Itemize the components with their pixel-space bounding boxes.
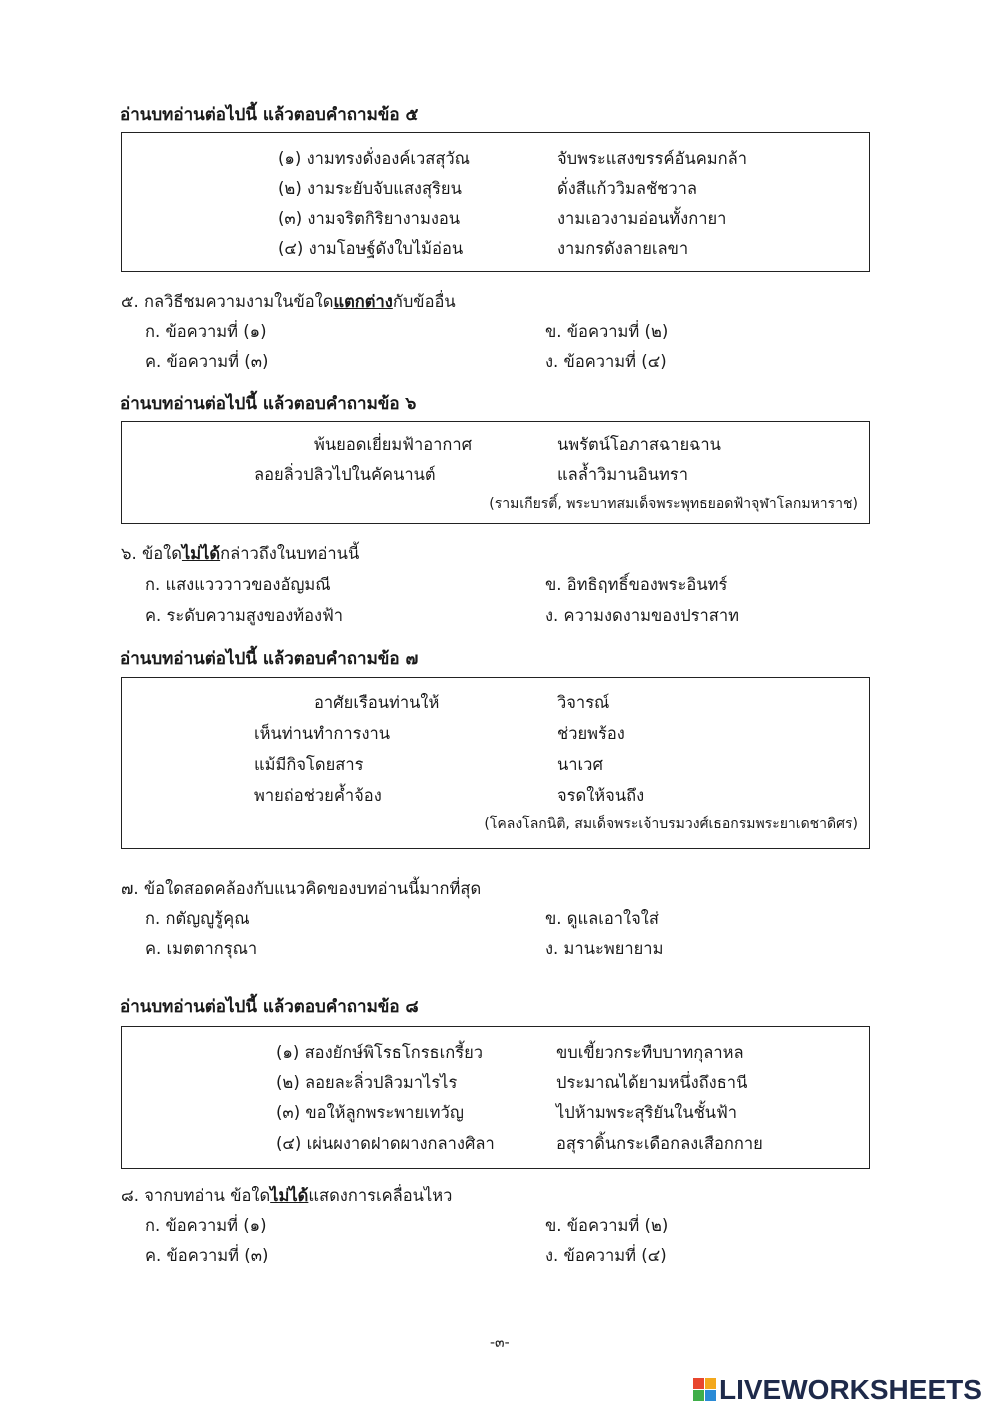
- passage-line-right: จับพระแสงขรรค์อันคมกล้า: [557, 149, 748, 168]
- passage-line-left: (๔) เผ่นผงาดฝาดผางกลางศิลา: [276, 1134, 495, 1153]
- passage-line-left: พายถ่อช่วยค้ำจ้อง: [254, 786, 382, 805]
- question-text: กลวิธีชมความงามในข้อใด: [143, 292, 334, 311]
- question-text: จากบทอ่าน ข้อใด: [144, 1186, 271, 1205]
- option-d[interactable]: ง. ข้อความที่ (๔): [545, 1246, 667, 1265]
- passage-line-right: นาเวศ: [557, 755, 603, 774]
- logo-square-2: [705, 1378, 716, 1389]
- passage-line-right: จรดให้จนถึง: [557, 786, 645, 805]
- section-heading-5: อ่านบทอ่านต่อไปนี้ แล้วตอบคำถามข้อ ๕: [120, 105, 419, 125]
- question-text: ข้อใด: [141, 544, 182, 563]
- question-number: ๘.: [121, 1186, 139, 1205]
- option-b[interactable]: ข. ดูแลเอาใจใส่: [545, 909, 659, 928]
- option-b[interactable]: ข. ข้อความที่ (๒): [545, 1216, 669, 1235]
- option-c[interactable]: ค. ข้อความที่ (๓): [145, 1246, 269, 1265]
- passage-line-left: (๒) ลอยละลิ่วปลิวมาไรไร: [276, 1073, 458, 1092]
- question-number: ๖.: [121, 544, 137, 563]
- option-a[interactable]: ก. แสงแวววาวของอัญมณี: [145, 575, 331, 594]
- option-a[interactable]: ก. ข้อความที่ (๑): [145, 1216, 267, 1235]
- section-heading-8: อ่านบทอ่านต่อไปนี้ แล้วตอบคำถามข้อ ๘: [120, 997, 419, 1017]
- logo-square-1: [693, 1378, 704, 1389]
- liveworksheets-logo[interactable]: LIVEWORKSHEETS: [719, 1374, 982, 1405]
- option-d[interactable]: ง. ข้อความที่ (๔): [545, 352, 667, 371]
- passage-box-5: [121, 132, 870, 272]
- question-6: [121, 541, 359, 567]
- logo-square-4: [705, 1390, 716, 1401]
- option-a[interactable]: ก. กตัญญูรู้คุณ: [145, 909, 250, 928]
- passage-line-left: (๔) งามโอษฐ์ดังใบไม้อ่อน: [278, 239, 464, 258]
- option-c[interactable]: ค. เมตตากรุณา: [145, 939, 258, 958]
- passage-line-left: แม้มีกิจโดยสาร: [254, 755, 364, 774]
- passage-line-right: ช่วยพร้อง: [557, 724, 625, 743]
- section-heading-6: อ่านบทอ่านต่อไปนี้ แล้วตอบคำถามข้อ ๖: [120, 394, 417, 414]
- option-a[interactable]: ก. ข้อความที่ (๑): [145, 322, 267, 341]
- question-emphasis: ไม่ได้: [181, 544, 221, 563]
- passage-line-right: ประมาณได้ยามหนึ่งถึงธานี: [556, 1073, 748, 1092]
- passage-line-left: (๑) สองยักษ์พิโรธโกรธเกรี้ยว: [276, 1043, 484, 1062]
- passage-source: (โคลงโลกนิติ, สมเด็จพระเจ้าบรมวงศ์เธอกรมพระยาเดชาดิศร): [484, 816, 858, 832]
- passage-line-left: เห็นท่านทำการงาน: [254, 724, 391, 743]
- question-text-end: กับข้ออื่น: [392, 292, 456, 311]
- question-5: [121, 289, 456, 315]
- passage-line-right: แลล้ำวิมานอินทรา: [557, 465, 689, 484]
- passage-line-right: อสุราดิ้นกระเดือกลงเสือกกาย: [556, 1134, 763, 1153]
- question-emphasis: แตกต่าง: [333, 292, 393, 311]
- question-emphasis: ไม่ได้: [270, 1186, 309, 1205]
- question-text-end: แสดงการเคลื่อนไหว: [308, 1186, 453, 1205]
- question-text: ข้อใดสอดคล้องกับแนวคิดของบทอ่านนี้มากที่สุด: [143, 879, 482, 898]
- passage-line-left: (๓) งามจริตกิริยางามงอน: [278, 209, 461, 228]
- logo-square-3: [693, 1390, 704, 1401]
- option-b[interactable]: ข. อิทธิฤทธิ์ของพระอินทร์: [545, 575, 728, 594]
- question-number: ๗.: [121, 879, 139, 898]
- option-c[interactable]: ค. ระดับความสูงของท้องฟ้า: [145, 606, 344, 625]
- passage-line-right: ดั่งสีแก้ววิมลชัชวาล: [557, 179, 698, 198]
- passage-line-right: ขบเขี้ยวกระทืบบาทกุลาหล: [556, 1043, 744, 1062]
- question-8: [121, 1183, 452, 1209]
- option-b[interactable]: ข. ข้อความที่ (๒): [545, 322, 669, 341]
- passage-line-left: พ้นยอดเยี่ยมฟ้าอากาศ: [314, 435, 473, 454]
- passage-line-left: (๒) งามระยับจับแสงสุริยน: [278, 179, 462, 198]
- question-number: ๕.: [121, 292, 139, 311]
- passage-line-right: นพรัตน์โอภาสฉายฉาน: [557, 435, 721, 454]
- passage-line-left: (๓) ขอให้ลูกพระพายเทวัญ: [276, 1103, 464, 1122]
- question-text-end: กล่าวถึงในบทอ่านนี้: [220, 544, 360, 563]
- option-d[interactable]: ง. มานะพยายาม: [545, 939, 664, 958]
- passage-line-left: (๑) งามทรงดั่งองค์เวสสุวัณ: [278, 149, 470, 168]
- question-7: [121, 876, 481, 902]
- passage-line-right: งามกรดังลายเลขา: [557, 239, 689, 258]
- passage-line-left: ลอยลิ่วปลิวไปในคัคนานต์: [254, 465, 436, 484]
- passage-line-right: งามเอวงามอ่อนทั้งกายา: [557, 209, 727, 228]
- passage-line-right: ไปห้ามพระสุริยันในชั้นฟ้า: [556, 1103, 738, 1122]
- passage-source: (รามเกียรติ์, พระบาทสมเด็จพระพุทธยอดฟ้าจุฬาโลกมหาราช): [489, 496, 858, 512]
- section-heading-7: อ่านบทอ่านต่อไปนี้ แล้วตอบคำถามข้อ ๗: [120, 649, 419, 669]
- page-number: -๓-: [490, 1335, 510, 1351]
- option-c[interactable]: ค. ข้อความที่ (๓): [145, 352, 269, 371]
- passage-line-left: อาศัยเรือนท่านให้: [314, 693, 440, 712]
- option-d[interactable]: ง. ความงดงามของปราสาท: [545, 606, 740, 625]
- liveworksheets-logo-icon: [693, 1378, 717, 1402]
- passage-line-right: วิจารณ์: [557, 693, 610, 712]
